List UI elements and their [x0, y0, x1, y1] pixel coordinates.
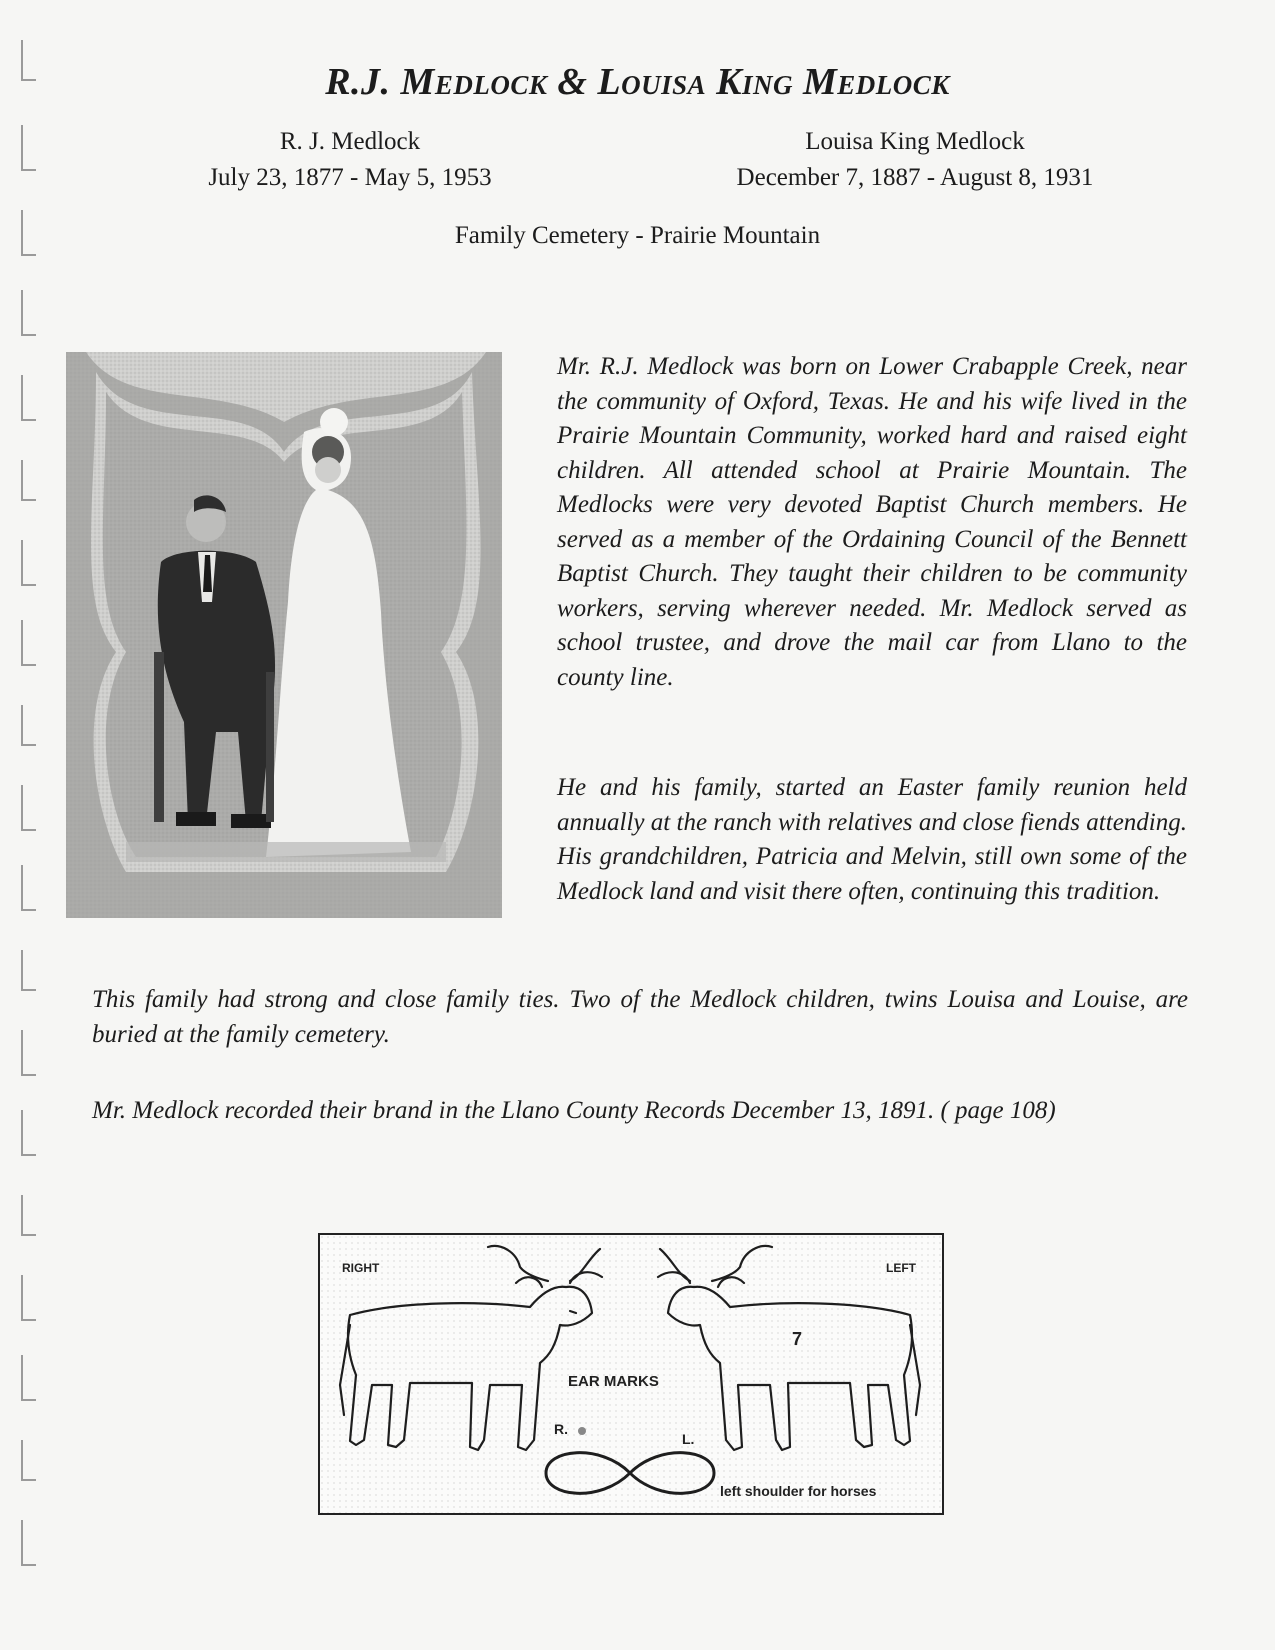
cattle-brand-illustration: [318, 1233, 944, 1515]
ear-marks-label: EAR MARKS: [568, 1373, 659, 1390]
page-title: R.J. Medlock & Louisa King Medlock: [325, 61, 950, 103]
husband-dates: July 23, 1877 - May 5, 1953: [208, 164, 492, 191]
ear-mark-l-label: L.: [682, 1431, 695, 1447]
biography-paragraph-4: Mr. Medlock recorded their brand in the Llano County Records December 13, 1891. ( page 108): [92, 1097, 1056, 1124]
shoulder-note: left shoulder for horses: [720, 1483, 877, 1499]
brand-right-label: RIGHT: [342, 1261, 380, 1275]
cemetery-location: Family Cemetery - Prairie Mountain: [454, 222, 821, 249]
wedding-portrait-photo: [66, 352, 502, 918]
husband-name: R. J. Medlock: [279, 128, 421, 155]
brand-left-label: LEFT: [886, 1261, 916, 1275]
biography-paragraph-2: He and his family, started an Easter family reunion held annually at the ranch with relatives and close fiends attending. His grandchildren, Patricia and Melvin, still own some of the Medlock land and visit there often, continuing this tradition.: [557, 774, 1187, 905]
biography-paragraph-3: This family had strong and close family ties. Two of the Medlock children, twins Louisa and Louise, are buried at the family cemetery.: [92, 986, 1188, 1048]
wife-name: Louisa King Medlock: [805, 128, 1025, 155]
spiral-binding-holes: [12, 30, 52, 1620]
ear-mark-r-label: R.: [554, 1421, 568, 1437]
husband-info: [150, 124, 550, 196]
biography-paragraph-1: Mr. R.J. Medlock was born on Lower Crabapple Creek, near the community of Oxford, Texas. He and his wife lived in the Prairie Mountain Community, worked hard and raised eight children. All attended school at Prairie Mountain. The Medlocks were very devoted Baptist Church members. He served as a member of the Ordaining Council of the Bennett Baptist Church. They taught their children to be community workers, serving wherever needed. Mr. Medlock served as school trustee, and drove the mail car from Llano to the county line.: [557, 353, 1187, 691]
brand-number: 7: [792, 1329, 803, 1349]
wife-info: [680, 124, 1150, 196]
wife-dates: December 7, 1887 - August 8, 1931: [736, 164, 1094, 191]
